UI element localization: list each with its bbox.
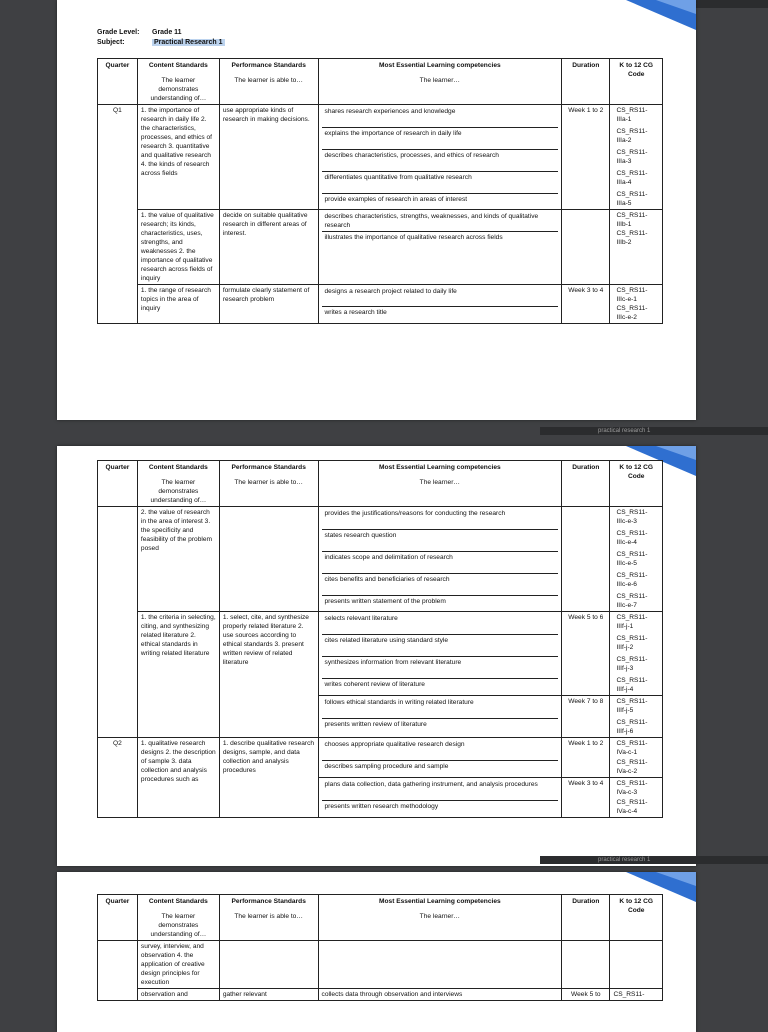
header-content: Content Standards The learner demonstrates understanding of…	[137, 59, 219, 105]
header-performance: Performance Standards The learner is able to…	[219, 59, 318, 105]
header-code: K to 12 CG Code	[610, 461, 663, 507]
header-code: K to 12 CG Code	[610, 59, 663, 105]
code-item: CS_RS11-IIIf-j-3	[616, 656, 648, 672]
competencies-cell	[318, 738, 562, 778]
subject-label: Subject:	[97, 39, 125, 46]
document-meta	[97, 28, 225, 48]
competency-item: describes characteristics, strengths, weaknesses, and kinds of qualitative research	[322, 211, 559, 232]
header-content-sub: The learner demonstrates understanding of…	[150, 479, 207, 504]
code-item: CS_RS11-IIIf-j-2	[616, 635, 648, 651]
content-cell: 1. qualitative research designs 2. the description of sample 3. data collection and analysis procedures such as	[137, 738, 219, 818]
performance-cell: 1. describe qualitative research designs, sample, and data collection and analysis procedures	[219, 738, 318, 818]
competencies-cell	[318, 778, 562, 818]
code-item: CS_RS11-IIIf-j-4	[616, 677, 648, 693]
competency-item: chooses appropriate qualitative research design	[322, 739, 559, 761]
header-competencies-sub: The learner…	[419, 479, 460, 486]
quarter-cell: Q2	[98, 738, 138, 818]
quarter-cell	[98, 941, 138, 1001]
code-item: CS_RS11-IIIf-j-1	[616, 614, 648, 630]
viewer-tab-label: practical research 1	[598, 857, 651, 863]
duration-cell: Week 7 to 8	[562, 696, 610, 738]
competency-item: selects relevant literature	[322, 613, 559, 635]
competency-item: presents written review of literature	[324, 721, 427, 728]
duration-cell: Week 3 to 4	[562, 778, 610, 818]
header-content: Content Standards The learner demonstrates understanding of…	[137, 895, 219, 941]
header-performance-sub: The learner is able to…	[234, 77, 303, 84]
code-item: CS_RS11-IIIf-j-6	[616, 719, 648, 735]
code-item: CS_RS11-IIIa-5	[616, 191, 648, 207]
table-row	[98, 941, 663, 989]
competency-item: indicates scope and delimitation of research	[322, 552, 559, 574]
code-cell	[610, 778, 663, 818]
code-item: CS_RS11-IIIf-j-5	[616, 698, 648, 714]
performance-cell	[219, 941, 318, 989]
quarter-cell	[98, 507, 138, 738]
curriculum-table-3	[97, 894, 663, 1001]
duration-cell: Week 1 to 2	[562, 738, 610, 778]
competency-item: writes a research title	[324, 309, 387, 316]
code-item: CS_RS11-IIIb-1	[616, 212, 648, 228]
competency-item: provide examples of research in areas of interest	[324, 196, 468, 203]
performance-cell: decide on suitable qualitative research in different areas of interest.	[219, 210, 318, 285]
competency-item: presents written research methodology	[324, 803, 439, 810]
table-row	[98, 105, 663, 210]
code-item: CS_RS11-IIIc-e-4	[616, 530, 648, 546]
code-item: CS_RS11-IVa-c-1	[616, 740, 648, 756]
grade-value: Grade 11	[152, 29, 182, 36]
content-cell: 1. the criteria in selecting, citing, and synthesizing related literature 2. ethical standards in writing related literature	[137, 612, 219, 738]
content-cell: 1. the range of research topics in the area of inquiry	[137, 285, 219, 324]
table-row	[98, 612, 663, 696]
code-cell: CS_RS11-	[610, 989, 663, 1001]
header-performance: Performance Standards The learner is able to…	[219, 461, 318, 507]
viewer-tab-bar[interactable]	[540, 856, 768, 864]
competency-item: describes sampling procedure and sample	[324, 763, 449, 770]
competency-item: illustrates the importance of qualitative research across fields	[324, 234, 503, 241]
performance-cell: 1. select, cite, and synthesize properly related literature 2. use sources according to ethical standards 3. present written review of related literature	[219, 612, 318, 738]
table-row	[98, 285, 663, 324]
competency-item: differentiates quantitative from qualitative research	[322, 172, 559, 194]
competencies-cell	[318, 285, 562, 324]
duration-cell: Week 5 to	[562, 989, 610, 1001]
competencies-cell	[318, 105, 562, 210]
performance-cell: use appropriate kinds of research in making decisions.	[219, 105, 318, 210]
code-cell	[610, 738, 663, 778]
performance-cell: formulate clearly statement of research problem	[219, 285, 318, 324]
table-header-row	[98, 895, 663, 941]
duration-cell: Week 1 to 2	[562, 105, 610, 210]
header-competencies: Most Essential Learning competencies The learner…	[318, 895, 562, 941]
header-duration: Duration	[562, 59, 610, 105]
header-competencies: Most Essential Learning competencies The learner…	[318, 59, 562, 105]
code-cell	[610, 210, 663, 285]
document-page-1	[57, 0, 696, 420]
code-item: CS_RS11-IVa-c-2	[616, 759, 648, 775]
competency-item: states research question	[322, 530, 559, 552]
content-cell: survey, interview, and observation 4. the application of creative design principles for execution	[137, 941, 219, 989]
performance-cell	[219, 507, 318, 612]
competency-item: describes characteristics, processes, and ethics of research	[322, 150, 559, 172]
page-corner-decoration	[596, 0, 696, 30]
header-performance-sub: The learner is able to…	[234, 913, 303, 920]
content-cell: 2. the value of research in the area of interest 3. the specificity and feasibility of the problem posed	[137, 507, 219, 612]
code-item: CS_RS11-IVa-c-3	[616, 780, 648, 796]
header-performance: Performance Standards The learner is able to…	[219, 895, 318, 941]
competency-item: explains the importance of research in daily life	[322, 128, 559, 150]
code-item: CS_RS11-IIIc-e-7	[616, 593, 648, 609]
code-item: CS_RS11-IIIa-4	[616, 170, 648, 186]
code-cell	[610, 696, 663, 738]
table-header-row	[98, 461, 663, 507]
curriculum-table-1	[97, 58, 663, 324]
competency-item: writes coherent review of literature	[324, 681, 425, 688]
header-content: Content Standards The learner demonstrates understanding of…	[137, 461, 219, 507]
header-competencies-sub: The learner…	[419, 913, 460, 920]
code-item: CS_RS11-IIIc-e-1	[616, 287, 648, 303]
header-competencies-sub: The learner…	[419, 77, 460, 84]
code-cell	[610, 285, 663, 324]
document-page-3	[57, 872, 696, 1032]
header-competencies: Most Essential Learning competencies The learner…	[318, 461, 562, 507]
competency-item: cites related literature using standard style	[322, 635, 559, 657]
header-performance-sub: The learner is able to…	[234, 479, 303, 486]
header-duration: Duration	[562, 895, 610, 941]
header-content-sub: The learner demonstrates understanding of…	[150, 913, 207, 938]
duration-cell	[562, 210, 610, 285]
competencies-cell	[318, 210, 562, 285]
code-cell	[610, 105, 663, 210]
code-item: CS_RS11-IIIc-e-3	[616, 509, 648, 525]
document-page-2	[57, 446, 696, 866]
code-item: CS_RS11-IIIc-e-2	[616, 305, 648, 321]
header-code: K to 12 CG Code	[610, 895, 663, 941]
header-quarter: Quarter	[98, 895, 138, 941]
code-cell	[610, 612, 663, 696]
header-content-sub: The learner demonstrates understanding of…	[150, 77, 207, 102]
competency-item: designs a research project related to daily life	[322, 286, 559, 307]
competency-item: presents written statement of the problem	[324, 598, 446, 605]
table-row	[98, 210, 663, 285]
quarter-cell: Q1	[98, 105, 138, 324]
competency-item: follows ethical standards in writing related literature	[322, 697, 559, 719]
code-item: CS_RS11-IVa-c-4	[616, 799, 648, 815]
competency-item: plans data collection, data gathering instrument, and analysis procedures	[322, 779, 559, 801]
competency-item: synthesizes information from relevant literature	[322, 657, 559, 679]
curriculum-table-2	[97, 460, 663, 818]
header-quarter: Quarter	[98, 461, 138, 507]
code-cell	[610, 941, 663, 989]
table-row	[98, 507, 663, 612]
code-cell	[610, 507, 663, 612]
competencies-cell	[318, 941, 562, 989]
table-header-row	[98, 59, 663, 105]
competencies-cell	[318, 612, 562, 696]
performance-cell: gather relevant	[219, 989, 318, 1001]
code-item: CS_RS11-IIIb-2	[616, 230, 648, 246]
subject-value: Practical Research 1	[154, 39, 223, 46]
competencies-cell	[318, 507, 562, 612]
viewer-tab-bar[interactable]	[540, 427, 768, 435]
header-quarter: Quarter	[98, 59, 138, 105]
code-item: CS_RS11-IIIc-e-5	[616, 551, 648, 567]
code-item: CS_RS11-IIIa-2	[616, 128, 648, 144]
code-item: CS_RS11-IIIc-e-6	[616, 572, 648, 588]
content-cell: 1. the importance of research in daily life 2. the characteristics, processes, and ethics of research 3. quantitative and qualitative research 4. the kinds of research across fields	[137, 105, 219, 210]
header-duration: Duration	[562, 461, 610, 507]
competencies-cell: collects data through observation and interviews	[318, 989, 562, 1001]
code-item: CS_RS11-IIIa-3	[616, 149, 648, 165]
duration-cell	[562, 941, 610, 989]
table-row	[98, 738, 663, 778]
duration-cell	[562, 507, 610, 612]
duration-cell: Week 5 to 6	[562, 612, 610, 696]
duration-cell: Week 3 to 4	[562, 285, 610, 324]
grade-label: Grade Level:	[97, 29, 140, 36]
content-cell: 1. the value of qualitative research; its kinds, characteristics, uses, strengths, and weaknesses 2. the importance of qualitative research across fields of inquiry	[137, 210, 219, 285]
viewer-tab-label: practical research 1	[598, 428, 651, 434]
competency-item: cites benefits and beneficiaries of research	[322, 574, 559, 596]
table-row	[98, 989, 663, 1001]
competency-item: provides the justifications/reasons for conducting the research	[322, 508, 559, 530]
content-cell: observation and	[137, 989, 219, 1001]
competencies-cell	[318, 696, 562, 738]
code-item: CS_RS11-IIIa-1	[616, 107, 648, 123]
competency-item: shares research experiences and knowledge	[322, 106, 559, 128]
